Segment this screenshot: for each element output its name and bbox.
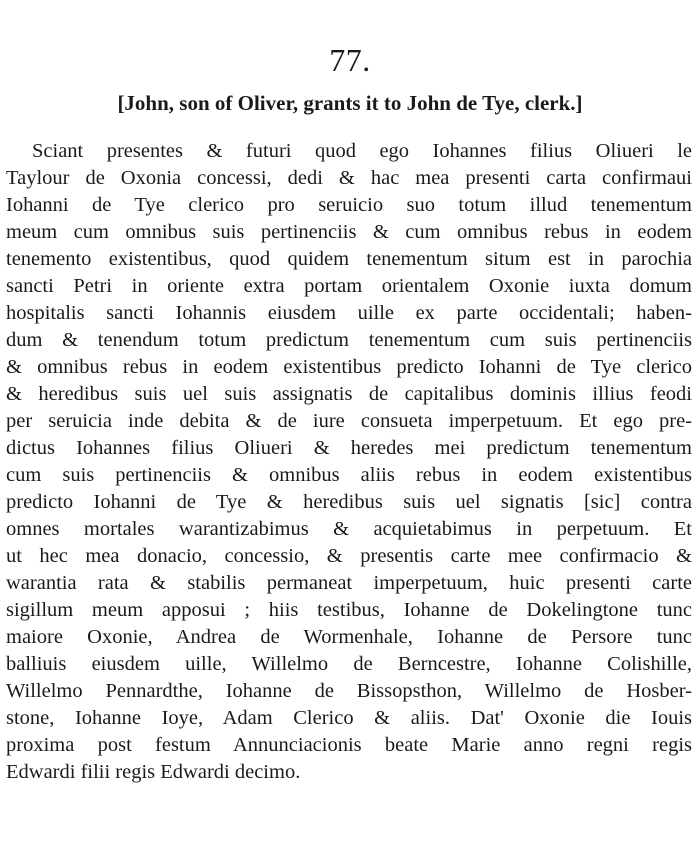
- text-line: per seruicia inde debita & de iure consueta imperpetuum. Et ego pre-: [6, 410, 692, 432]
- text-line: meum cum omnibus suis pertinenciis & cum omnibus rebus in eodem: [6, 221, 692, 243]
- text-line: Iohanni de Tye clerico pro seruicio suo totum illud tenementum: [6, 194, 692, 216]
- text-line: cum suis pertinenciis & omnibus aliis rebus in eodem existentibus: [6, 464, 692, 486]
- text-line: maiore Oxonie, Andrea de Wormenhale, Iohanne de Persore tunc: [6, 626, 692, 648]
- text-line: ut hec mea donacio, concessio, & presentis carte mee confirmacio &: [6, 545, 692, 567]
- text-line: dictus Iohannes filius Oliueri & heredes mei predictum tenementum: [6, 437, 692, 459]
- text-line: hospitalis sancti Iohannis eiusdem uille ex parte occidentali; haben-: [6, 302, 692, 324]
- text-line: omnes mortales warantizabimus & acquietabimus in perpetuum. Et: [6, 518, 692, 540]
- page-number: 77.: [329, 42, 371, 78]
- text-line: Taylour de Oxonia concessi, dedi & hac mea presenti carta confirmaui: [6, 167, 692, 189]
- text-line: dum & tenendum totum predictum tenementum cum suis pertinenciis: [6, 329, 692, 351]
- text-line: & omnibus rebus in eodem existentibus predicto Iohanni de Tye clerico: [6, 356, 692, 378]
- text-line: stone, Iohanne Ioye, Adam Clerico & aliis. Dat' Oxonie die Iouis: [6, 707, 692, 729]
- text-line: proxima post festum Annunciacionis beate Marie anno regni regis: [6, 734, 692, 756]
- text-line: predicto Iohanni de Tye & heredibus suis uel signatis [sic] contra: [6, 491, 692, 513]
- text-line: Willelmo Pennardthe, Iohanne de Bissopsthon, Willelmo de Hosber-: [6, 680, 692, 702]
- text-line: sancti Petri in oriente extra portam orientalem Oxonie iuxta domum: [6, 275, 692, 297]
- text-line: & heredibus suis uel suis assignatis de capitalibus dominis illius feodi: [6, 383, 692, 405]
- text-line: warantia rata & stabilis permaneat imperpetuum, huic presenti carte: [6, 572, 692, 594]
- text-line: balliuis eiusdem uille, Willelmo de Berncestre, Iohanne Colishille,: [6, 653, 692, 675]
- document-heading: [John, son of Oliver, grants it to John de Tye, clerk.]: [117, 91, 583, 115]
- text-line: Sciant presentes & futuri quod ego Iohannes filius Oliueri le: [32, 140, 692, 162]
- text-line: sigillum meum apposui ; hiis testibus, Iohanne de Dokelingtone tunc: [6, 599, 692, 621]
- text-line: Edwardi filii regis Edwardi decimo.: [6, 761, 301, 783]
- text-line: tenemento existentibus, quod quidem tenementum situm est in parochia: [6, 248, 692, 270]
